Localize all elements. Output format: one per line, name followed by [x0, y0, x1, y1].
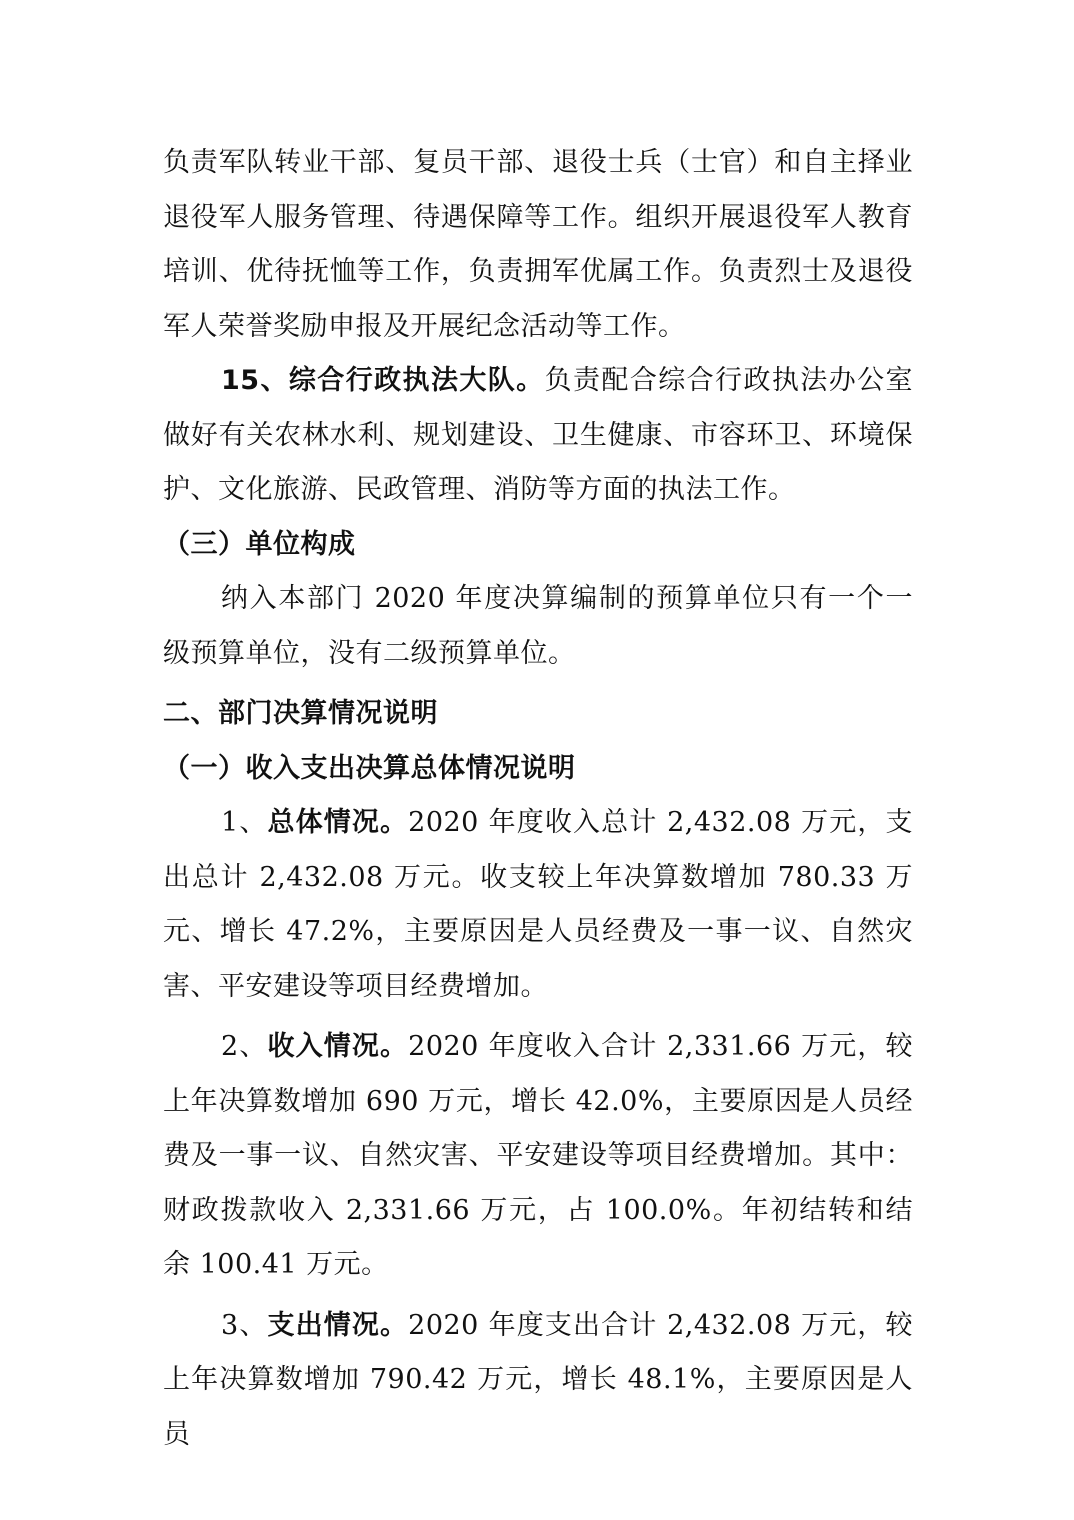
paragraph-number: 1、	[221, 807, 268, 838]
paragraph-text: 纳入本部门 2020 年度决算编制的预算单位只有一个一级预算单位，没有二级预算单位。	[163, 583, 913, 669]
paragraph-text: 2020 年度支出合计 2,432.08 万元，较上年决算数增加 790.42 万元，增长 48.1%，主要原因是人员	[163, 1309, 913, 1450]
paragraph-label: 支出情况。	[267, 1309, 409, 1341]
heading-unit-composition: （三）单位构成	[163, 528, 356, 560]
paragraph-number: 2、	[221, 1031, 268, 1062]
paragraph-veterans-duties	[163, 136, 913, 354]
heading-subsection-1: （一）收入支出决算总体情况说明	[163, 752, 576, 784]
paragraph-text: 2020 年度收入总计 2,432.08 万元，支出总计 2,432.08 万元。收支较上年决算数增加 780.33 万元、增长 47.2%，主要原因是人员经费及一事一议、自然灾害、平安建设等项目经费增加。	[163, 807, 913, 1002]
paragraph-text: 2020 年度收入合计 2,331.66 万元，较上年决算数增加 690 万元，增长 42.0%，主要原因是人员经费及一事一议、自然灾害、平安建设等项目经费增加。其中：财政拨款收入 2,331.66 万元，占 100.0%。年初结转和结余 100.41 万元。	[163, 1031, 913, 1280]
paragraph-expenditure	[163, 1299, 913, 1463]
paragraph-label: 收入情况。	[267, 1031, 409, 1062]
paragraph-unit-composition	[163, 572, 913, 681]
paragraph-overall	[163, 796, 913, 1014]
paragraph-income	[163, 1020, 913, 1293]
paragraph-number: 3、	[221, 1309, 268, 1341]
document-body	[163, 136, 913, 1462]
paragraph-label: 15、综合行政执法大队。	[221, 365, 545, 396]
heading-section-2: 二、部门决算情况说明	[163, 698, 438, 729]
paragraph-text: 负责军队转业干部、复员干部、退役士兵（士官）和自主择业退役军人服务管理、待遇保障等工作。组织开展退役军人教育培训、优待抚恤等工作，负责拥军优属工作。负责烈士及退役军人荣誉奖励申报及开展纪念活动等工作。	[163, 147, 913, 342]
paragraph-label: 总体情况。	[267, 807, 409, 838]
paragraph-law-enforcement-brigade	[163, 354, 913, 518]
paragraph-text: 负责配合综合行政执法办公室做好有关农林水利、规划建设、卫生健康、市容环卫、环境保护、文化旅游、民政管理、消防等方面的执法工作。	[163, 365, 914, 505]
